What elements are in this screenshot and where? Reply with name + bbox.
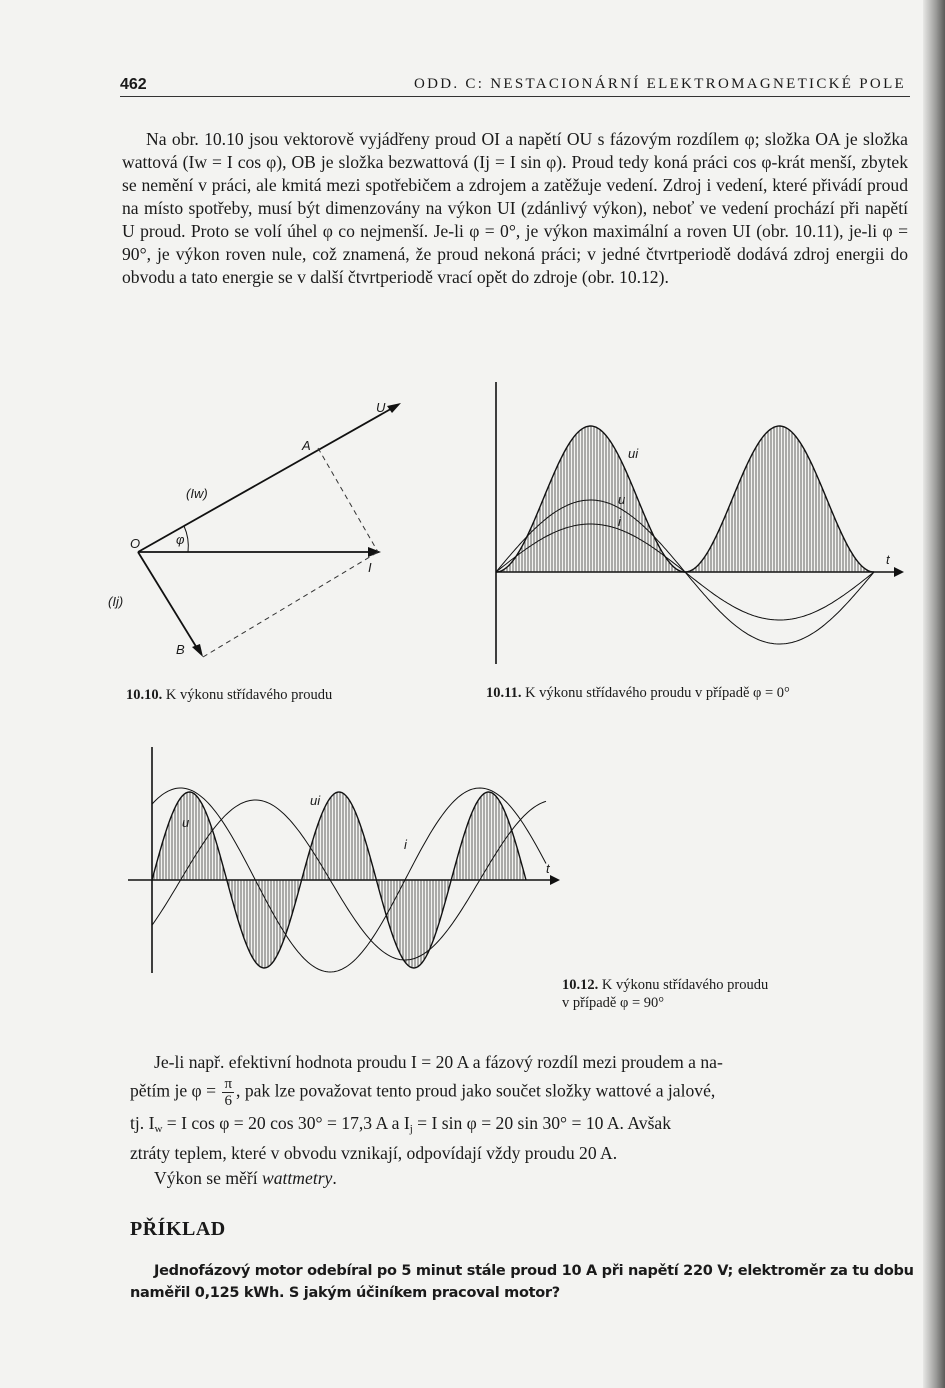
label-U: U [376,400,386,415]
projection-B-I [203,552,378,657]
caption-10-10-number: 10.10. [126,687,163,703]
body-line-3-b: = I cos φ = 20 cos 30° = 17,3 A a I [162,1113,410,1133]
body-line-5 [130,1163,916,1193]
fig11-time-arrow [894,567,904,577]
caption-10-12-line1: K výkonu střídavého proudu [601,977,769,993]
body-line-5-a: Výkon se měří [154,1168,262,1188]
running-title: ODD. C: NESTACIONÁRNÍ ELEKTROMAGNETICKÉ POLE [413,76,906,92]
caption-10-11 [486,684,790,702]
caption-10-10-text: K výkonu střídavého proudu [165,687,333,703]
label-A: A [302,438,311,453]
label-O: O [130,536,141,551]
caption-10-12 [562,976,768,1012]
caption-10-10 [126,686,332,704]
example-paragraph [130,1048,916,1193]
body-line-3 [130,1109,916,1143]
fig11-label-i: i [618,514,621,529]
fraction-pi-over-6 [222,1076,234,1109]
page-number: 462 [120,76,147,93]
arrowhead-U [387,403,401,413]
body-line-3-c: = I sin φ = 20 sin 30° = 10 A. Avšak [412,1113,672,1133]
caption-10-12-line2: v případě φ = 90° [562,995,665,1011]
caption-10-12-number: 10.12. [562,977,599,993]
figure-10-10-phasor-diagram [100,390,420,670]
label-I: I [368,560,372,575]
example-heading: PŘÍKLAD [130,1218,226,1240]
intro-paragraph [122,128,908,289]
example-text: Jednofázový motor odebíral po 5 minut stále proud 10 A při napětí 220 V; elektroměr za tu dobu naměřil 0,125 kWh. S jakým účiníkem pracoval motor? [130,1263,914,1301]
book-spine-shadow [923,0,945,1388]
fig11-label-u: u [618,492,626,507]
arrowhead-I [368,547,381,557]
intro-text: Na obr. 10.10 jsou vektorově vyjádřeny proud OI a napětí OU s fázovým rozdílem φ; složka OA je složka wattová (Iw = I cos φ), OB je složka bezwattová (Ij = I sin φ). Proud tedy koná práci cos φ-krát menší, zbytek se nemění v práci, ale kmitá mezi spotřebičem a zdrojem a zatěžuje vedení. Zdroj i vedení, které přivádí proud na místo spotřeby, musí být dimenzovány na výkon UI (zdánlivý výkon), neboť ve vedení prochází při napětí U proud. Proto se volí úhel φ co nejmenší. Je-li φ = 0°, je výkon maximální a roven UI (obr. 10.11), je-li φ = 90°, je výkon roven nule, což znamená, že proud nekoná práci; v jedné čtvrtperiodě dodává zdroj energii do obvodu a tato energie se v další čtvrtperiodě vrací opět do zdroje (obr. 10.12). [122,129,908,287]
fig12-time-arrow [550,875,560,885]
arrowhead-B [192,644,203,657]
caption-10-11-number: 10.11. [486,685,522,701]
body-line-2-end: , pak lze považovat tento proud jako součet složky wattové a jalové, [236,1080,716,1101]
figure-10-12-phase-ninety [122,745,572,975]
fig12-label-t: t [546,861,550,876]
body-line-2-start: pětím je φ = [130,1080,217,1101]
fig12-label-u: u [182,815,190,830]
subscript-w: w [154,1123,163,1135]
body-line-5-c: . [332,1168,337,1188]
projection-A-I [318,448,378,552]
phasor-OU [138,406,396,552]
running-header [120,74,910,97]
caption-10-11-text: K výkonu střídavého proudu v případě φ = 0° [525,685,790,701]
label-B: B [176,642,185,657]
label-phi: φ [176,532,185,547]
fig11-power-hatching [498,426,870,572]
fig12-label-i: i [404,837,407,852]
fraction-numerator: π [224,1076,233,1092]
body-line-5-wattmetry: wattmetry [262,1168,333,1188]
label-Iw: (Iw) [186,486,208,501]
body-line-2 [130,1076,916,1109]
body-line-1: Je-li např. efektivní hodnota proudu I = 20 A a fázový rozdíl mezi proudem a na- [154,1052,723,1072]
phasor-OB [138,552,200,653]
fig11-label-ui: ui [628,446,639,461]
label-Ij: (Ij) [108,594,124,609]
fig12-label-ui: ui [310,793,321,808]
figure-10-11-phase-zero [470,378,910,668]
angle-phi-arc [184,526,188,552]
body-line-3-a: tj. I [130,1113,155,1133]
body-line-4: ztráty teplem, které v obvodu vznikají, odpovídají vždy proudu 20 A. [130,1143,618,1163]
subscript-j: j [409,1123,413,1135]
fig11-label-t: t [886,552,890,567]
fraction-denominator: 6 [224,1093,232,1109]
fig11-curve-ui [496,426,874,572]
